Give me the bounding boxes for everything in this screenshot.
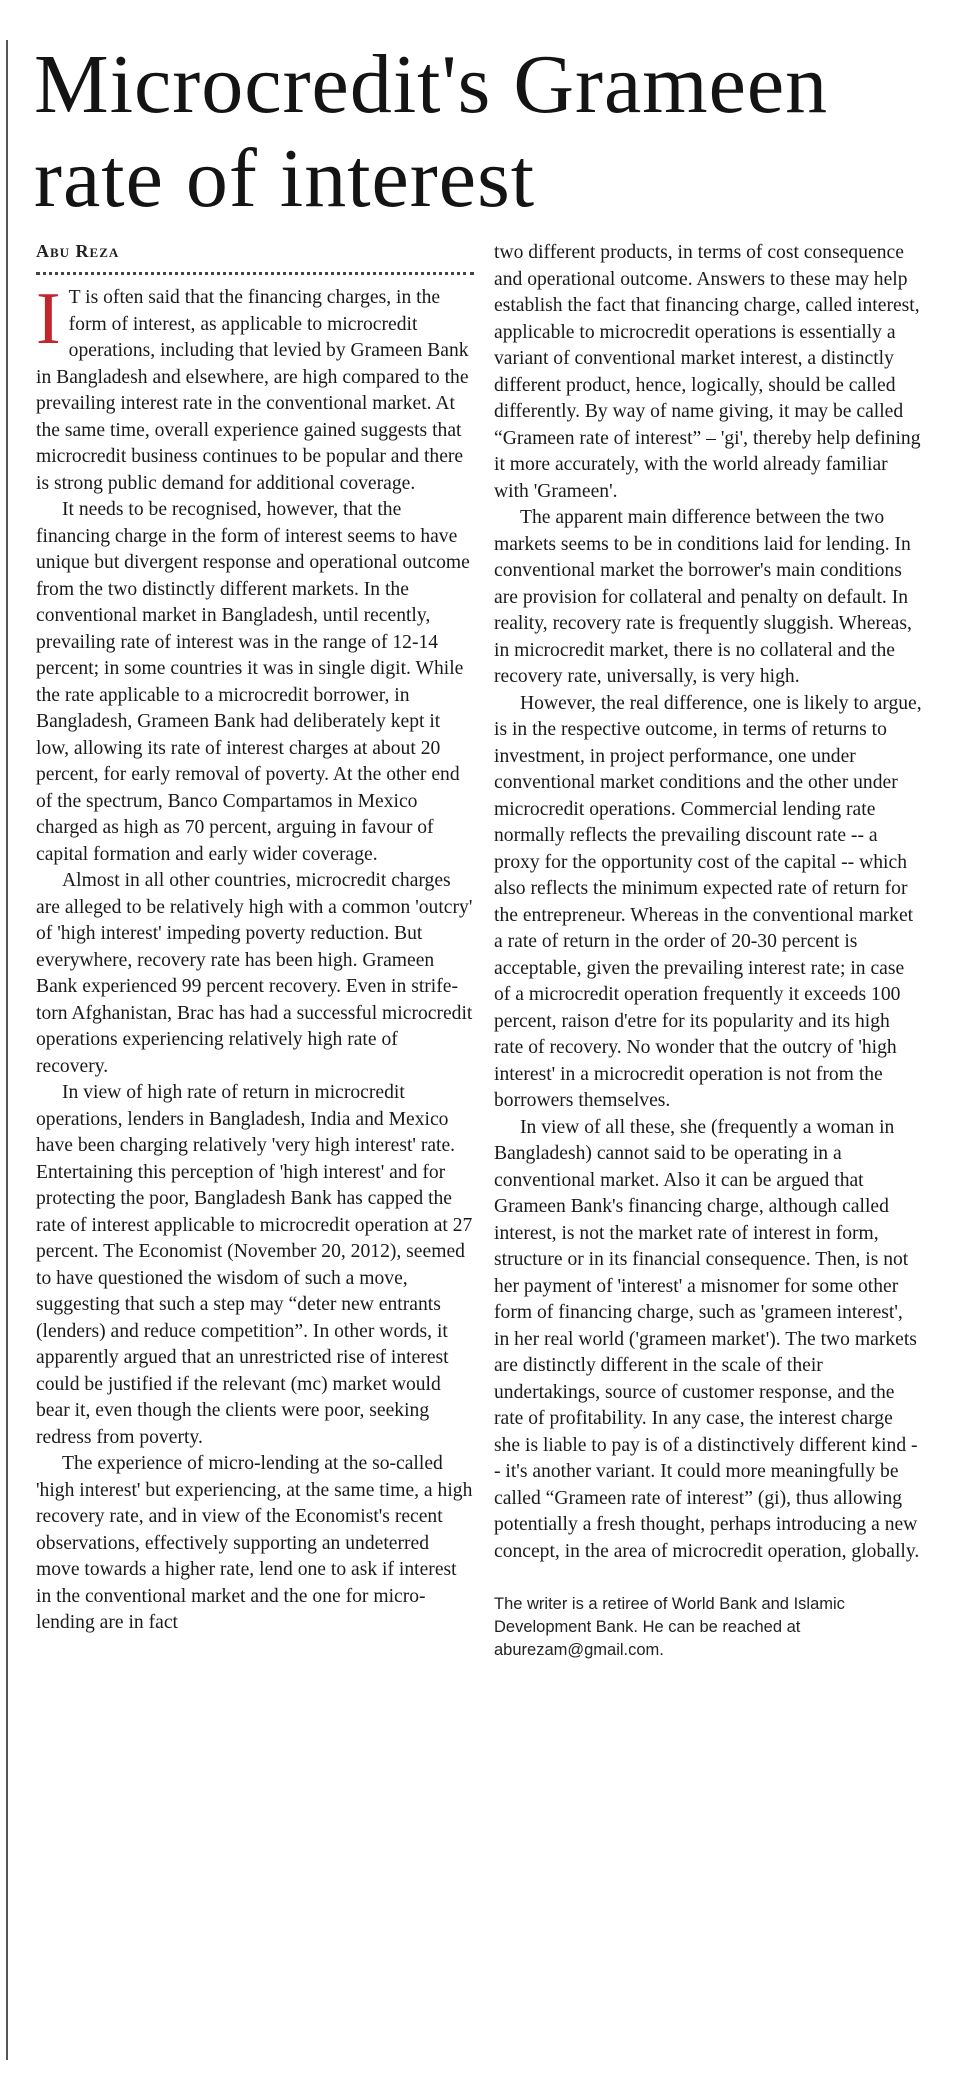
drop-cap: I: [36, 278, 61, 360]
paragraph-4: In view of high rate of return in microcredit operations, lenders in Bangladesh, India and Mexico have been charging relatively 'very high interest' rate. Entertaining this perception of 'high interest' and for protecting the poor, Bangladesh Bank has capped the rate of interest applicable to microcredit operation at 27 percent. The Economist (November 20, 2012), seemed to have questioned the wisdom of such a move, suggesting that such a step may “deter new entrants (lenders) and reduce competition”. In other words, it apparently argued that an unrestricted rise of interest could be justified if the relevant (mc) market would bear it, even though the clients were poor, seeking redress from poverty.: [36, 1082, 473, 1448]
headline-line-2: rate of interest: [34, 132, 536, 225]
dotted-divider: [36, 272, 474, 275]
paragraph-8: In view of all these, she (frequently a woman in Bangladesh) cannot said to be operating in a conventional market. Also it can be argued that Grameen Bank's financing charge, although called interest, is not the market rate of interest in form, structure or in its financial consequence. Then, is not her payment of 'interest' a misnomer for some other form of financing charge, such as 'grameen interest', in her real world ('grameen market'). The two markets are distinctly different in the scale of their undertakings, source of customer response, and the rate of profitability. In any case, the interest charge she is liable to pay is of a distinctively different kind -- it's another variant. It could more meaningfully be called “Grameen rate of interest” (gi), thus allowing potentially a fresh thought, perhaps introducing a new concept, in the area of microcredit operation, globally.: [494, 1116, 920, 1562]
paragraph-7: However, the real difference, one is likely to argue, is in the respective outcome, in terms of returns to investment, in project performance, one under conventional market conditions and the other under microcredit operations. Commercial lending rate normally reflects the prevailing discount rate -- a proxy for the opportunity cost of the capital -- which also reflects the minimum expected rate of return for the entrepreneur. Whereas in the conventional market a rate of return in the order of 20-30 percent is acceptable, given the prevailing interest rate; in case of a microcredit operation frequently it exceeds 100 percent, raison d'etre for its popularity and its high rate of recovery. No wonder that the outcry of 'high interest' in a microcredit operation is not from the borrowers themselves.: [494, 692, 922, 1111]
column-rule: [6, 40, 8, 2060]
paragraph-6: The apparent main difference between the two markets seems to be in conditions laid for lending. In conventional market the borrower's main conditions are provision for collateral and penalty on default. In reality, recovery rate is frequently sluggish. Whereas, in microcredit market, there is no collateral and the recovery rate, universally, is very high.: [494, 507, 912, 687]
paragraph-1: [36, 278, 474, 497]
byline: Abu Reza: [36, 241, 120, 261]
headline: [34, 38, 934, 226]
author-note: The writer is a retiree of World Bank and Islamic Development Bank. He can be reached at aburezam@gmail.com.: [494, 1595, 845, 1659]
paragraph-2: It needs to be recognised, however, that the financing charge in the form of interest seems to have unique but divergent response and operational outcome from the two distinctly different markets. In the conventional market in Bangladesh, until recently, prevailing rate of interest was in the range of 12-14 percent; in some countries it was in single digit. While the rate applicable to a microcredit borrower, in Bangladesh, Grameen Bank had deliberately kept it low, allowing its rate of interest charges at about 20 percent, for early removal of poverty. At the other end of the spectrum, Banco Compartamos in Mexico charged as high as 70 percent, arguing in favour of capital formation and early wider coverage.: [36, 499, 470, 865]
headline-line-1: Microcredit's Grameen: [34, 38, 829, 131]
paragraph-3: Almost in all other countries, microcredit charges are alleged to be relatively high with a common 'outcry' of 'high interest' impeding poverty reduction. But everywhere, recovery rate has been high. Grameen Bank experienced 99 percent recovery. Even in strife-torn Afghanistan, Brac has had a successful microcredit operations experiencing relatively high rate of recovery.: [36, 870, 473, 1077]
paragraph-1-text: T is often said that the financing charges, in the form of interest, as applicable to microcredit operations, including that levied by Grameen Bank in Bangladesh and elsewhere, are high compared to the prevailing interest rate in the conventional market. At the same time, overall experience gained suggests that microcredit business continues to be popular and there is strong public demand for additional coverage.: [36, 287, 469, 494]
paragraph-5: The experience of micro-lending at the so-called 'high interest' but experiencing, at the same time, a high recovery rate, and in view of the Economist's recent observations, effectively supporting an undeterred move towards a higher rate, lend one to ask if interest in the conventional market and the one for micro-lending are in fact: [36, 1453, 473, 1633]
right-column: [494, 240, 922, 1662]
paragraph-5-continued: two different products, in terms of cost consequence and operational outcome. Answers to these may help establish the fact that financing charge, called interest, applicable to microcredit operations is essentially a variant of conventional market interest, a distinctly different product, hence, logically, should be called differently. By way of name giving, it may be called “Grameen rate of interest” – 'gi', thereby help defining it more accurately, with the world already familiar with 'Grameen'.: [494, 242, 921, 502]
left-column: [36, 236, 474, 1637]
